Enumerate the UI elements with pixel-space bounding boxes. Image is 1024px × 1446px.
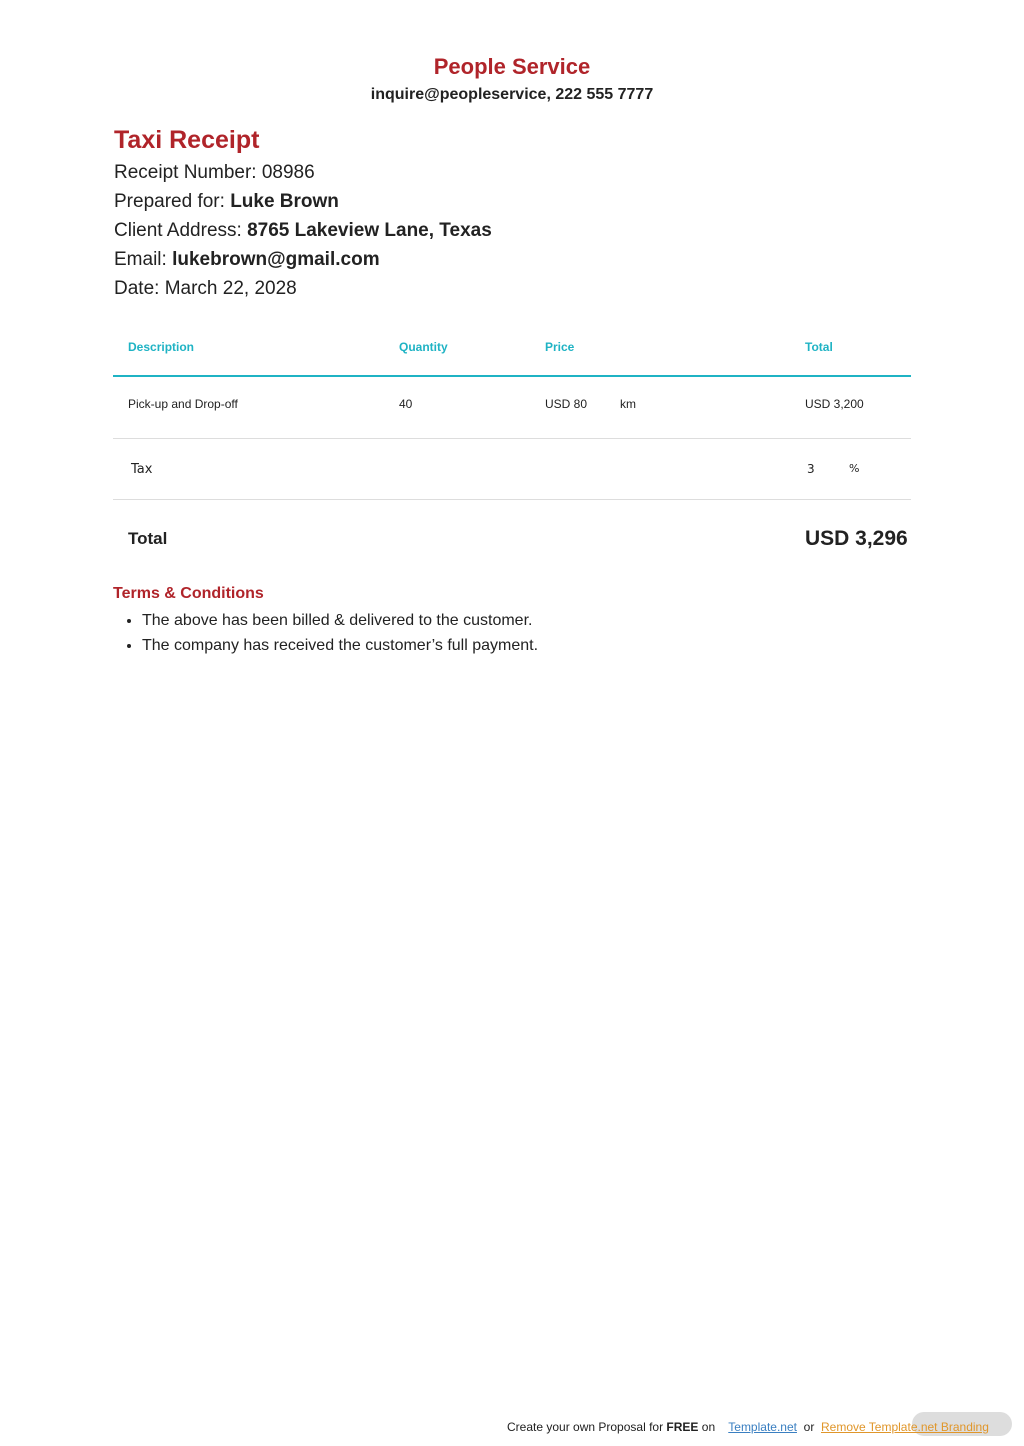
remove-branding-link[interactable]: Remove Template.net Branding	[821, 1420, 989, 1434]
header-description: Description	[128, 340, 195, 354]
terms-list	[114, 608, 538, 658]
document-title: Taxi Receipt	[114, 126, 260, 154]
grand-total-value: USD 3,296	[805, 527, 908, 550]
prepared-for	[114, 191, 339, 213]
date-label: Date:	[114, 278, 160, 299]
row-unit: km	[620, 397, 636, 411]
date-value: March 22, 2028	[164, 278, 297, 299]
grand-total-label: Total	[128, 529, 168, 548]
footer-text: Create your own Proposal for	[507, 1420, 664, 1434]
row-quantity: 40	[399, 397, 413, 411]
company-name: People Service	[433, 54, 591, 79]
header-divider	[113, 375, 911, 377]
receipt-number-label: Receipt Number:	[114, 162, 257, 183]
address-value: 8765 Lakeview Lane, Texas	[247, 220, 492, 241]
terms-item: • The company has received the customer’s full payment.	[142, 633, 538, 658]
header-quantity: Quantity	[399, 340, 448, 354]
receipt-number	[114, 162, 315, 184]
client-email	[114, 249, 380, 271]
email-value: lukebrown@gmail.com	[172, 249, 380, 270]
tax-unit: %	[849, 462, 860, 475]
row-total: USD 3,200	[805, 397, 864, 411]
email-label: Email:	[114, 249, 167, 270]
terms-title: Terms & Conditions	[113, 585, 264, 602]
tax-divider	[113, 499, 911, 500]
prepared-for-label: Prepared for:	[114, 191, 225, 212]
company-contact: inquire@peopleservice, 222 555 7777	[370, 86, 654, 103]
address-label: Client Address:	[114, 220, 242, 241]
receipt-date	[114, 278, 297, 300]
row-price: USD 80	[545, 397, 588, 411]
receipt-number-value: 08986	[261, 162, 315, 183]
terms-item: • The above has been billed & delivered to the customer.	[142, 608, 538, 633]
client-address	[114, 220, 492, 242]
header-price: Price	[545, 340, 575, 354]
prepared-for-value: Luke Brown	[230, 191, 339, 212]
row-description: Pick-up and Drop-off	[128, 397, 238, 411]
row-divider	[113, 438, 911, 439]
footer-promo	[507, 1420, 989, 1434]
tax-value: 3	[807, 462, 815, 476]
template-net-link[interactable]: Template.net	[728, 1420, 797, 1434]
tax-label: Tax	[131, 462, 153, 477]
footer-free: FREE	[666, 1420, 699, 1434]
header-total: Total	[805, 340, 833, 354]
footer-or: or	[803, 1420, 815, 1434]
footer-on: on	[701, 1420, 716, 1434]
